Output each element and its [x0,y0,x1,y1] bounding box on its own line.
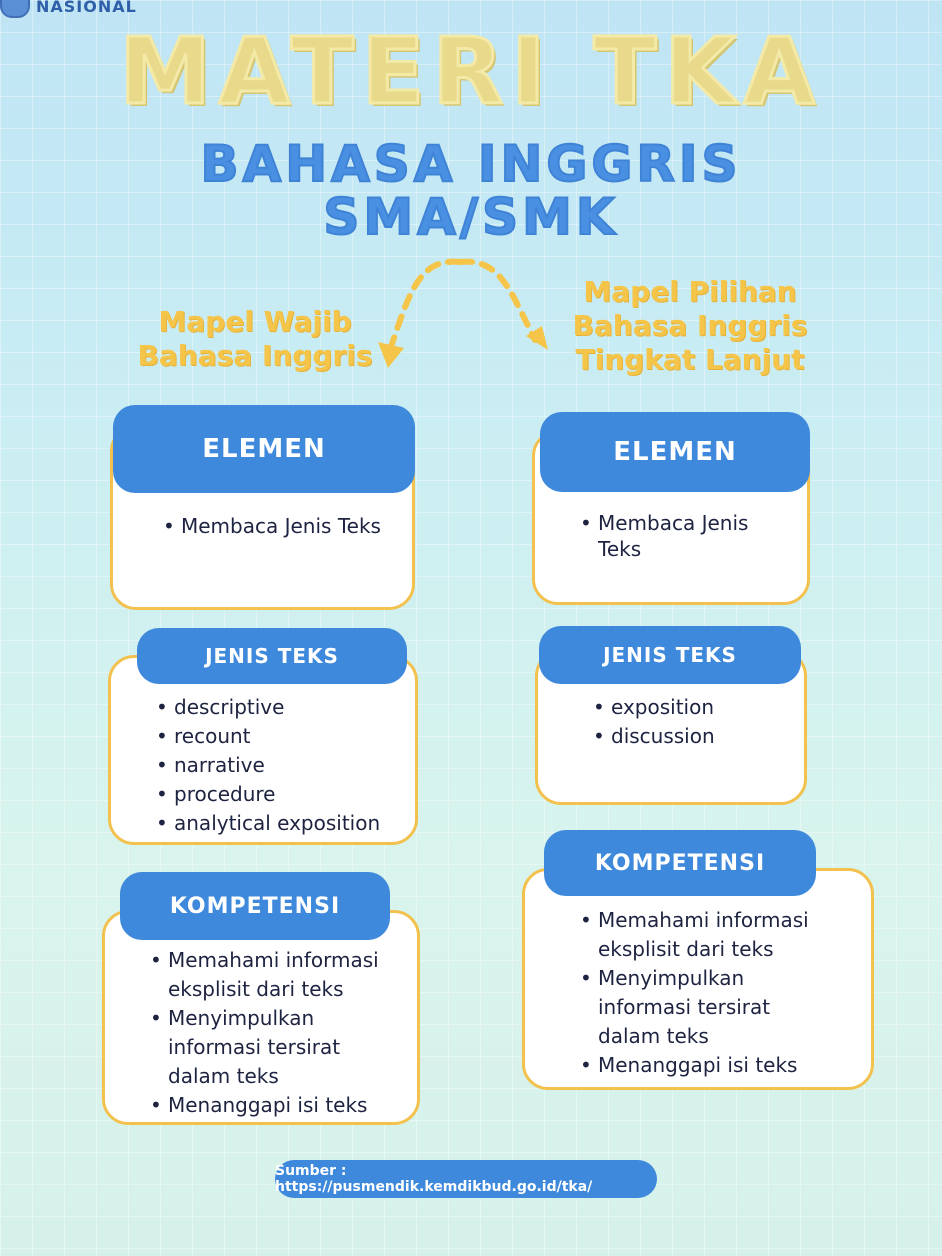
mapel-pilihan-line3: Tingkat Lanjut [575,343,805,376]
list-item: • Membaca Jenis Teks [580,510,795,562]
list-item: • Menanggapi isi teks [150,1091,405,1120]
source-link[interactable]: Sumber : https://pusmendik.kemdikbud.go.id/tka/ [275,1160,657,1198]
left-elemen-heading: ELEMEN [113,405,415,493]
left-elemen-list [163,513,393,539]
list-item: • analytical exposition [156,809,421,838]
right-kompetensi-card [522,868,874,1090]
mapel-wajib-line2: Bahasa Inggris [137,339,373,372]
right-jenis-teks-list [593,693,793,751]
left-jenis-teks-heading: JENIS TEKS [137,628,407,684]
list-item: • Memahami informasi eksplisit dari teks [580,906,830,964]
list-item: • Membaca Jenis Teks [163,513,393,539]
list-item: • Menyimpulkan informasi tersirat dalam teks [150,1004,405,1091]
right-kompetensi-heading: KOMPETENSI [544,830,816,896]
list-item: • discussion [593,722,793,751]
mapel-wajib-label [135,305,375,373]
mapel-pilihan-label [565,275,815,377]
right-kompetensi-list [580,906,830,1080]
page-title: MATERI TKA [119,18,823,125]
list-item: • recount [156,722,421,751]
list-item: • narrative [156,751,421,780]
subtitle-line2: SMA/SMK [323,188,619,246]
right-elemen-list [580,510,795,562]
logo [0,0,137,18]
left-jenis-teks-list [156,693,421,838]
emblem-icon [0,0,30,18]
list-item: • Menanggapi isi teks [580,1051,830,1080]
logo-name: NASIONAL [36,0,137,16]
left-kompetensi-card [102,910,420,1125]
left-kompetensi-heading: KOMPETENSI [120,872,390,940]
mapel-pilihan-line1: Mapel Pilihan [583,275,797,308]
dashed-arrows-icon [360,250,560,380]
list-item: • procedure [156,780,421,809]
mapel-wajib-line1: Mapel Wajib [158,305,352,338]
list-item: • descriptive [156,693,421,722]
right-jenis-teks-heading: JENIS TEKS [539,626,801,684]
left-kompetensi-list [150,946,405,1120]
mapel-pilihan-line2: Bahasa Inggris [572,309,808,342]
list-item: • exposition [593,693,793,722]
list-item: • Memahami informasi eksplisit dari teks [150,946,405,1004]
right-elemen-heading: ELEMEN [540,412,810,492]
list-item: • Menyimpulkan informasi tersirat dalam teks [580,964,830,1051]
subtitle-line1: BAHASA INGGRIS [200,135,742,193]
